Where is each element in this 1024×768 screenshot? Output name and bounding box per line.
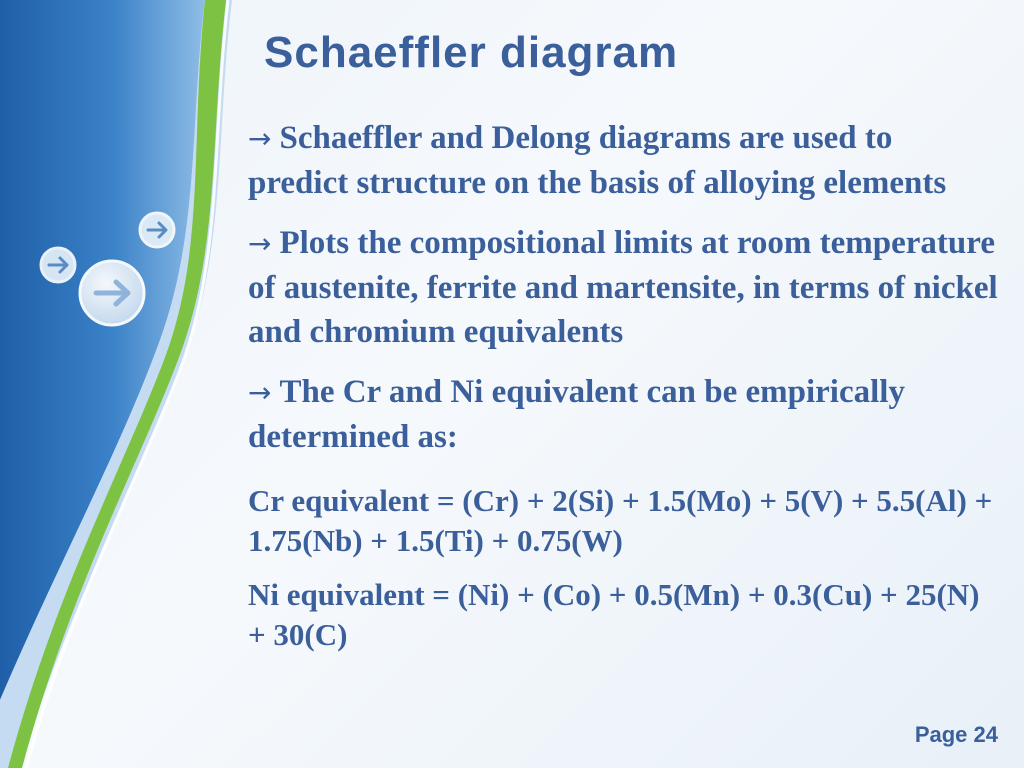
arrow-circle-icon-small-left	[41, 248, 75, 282]
arrow-bullet-icon: →	[248, 122, 272, 155]
bullet-text: Plots the compositional limits at room temperature of austenite, ferrite and martensite, in terms of nickel and chromium equivalents	[248, 225, 998, 350]
page-number: Page 24	[914, 722, 998, 747]
cr-equivalent-formula: Cr equivalent = (Cr) + 2(Si) + 1.5(Mo) + 5(V) + 5.5(Al) + 1.75(Nb) + 1.5(Ti) + 0.75(W)	[248, 483, 993, 558]
slide-title: Schaeffler diagram	[264, 28, 679, 77]
arrow-bullet-icon: →	[248, 227, 272, 260]
bullet-text: Schaeffler and Delong diagrams are used to predict structure on the basis of alloying elements	[248, 120, 947, 201]
ni-equivalent-formula: Ni equivalent = (Ni) + (Co) + 0.5(Mn) + 0.3(Cu) + 25(N) + 30(C)	[248, 577, 980, 652]
bullet-3	[248, 370, 998, 459]
slide-content	[248, 116, 998, 669]
arrow-circle-icon-large	[80, 261, 144, 325]
bullet-1	[248, 116, 998, 205]
arrow-bullet-icon: →	[248, 376, 272, 409]
arrow-circle-icon-small-top	[140, 213, 174, 247]
bullet-2	[248, 221, 998, 354]
bullet-text: The Cr and Ni equivalent can be empirically determined as:	[248, 374, 905, 455]
